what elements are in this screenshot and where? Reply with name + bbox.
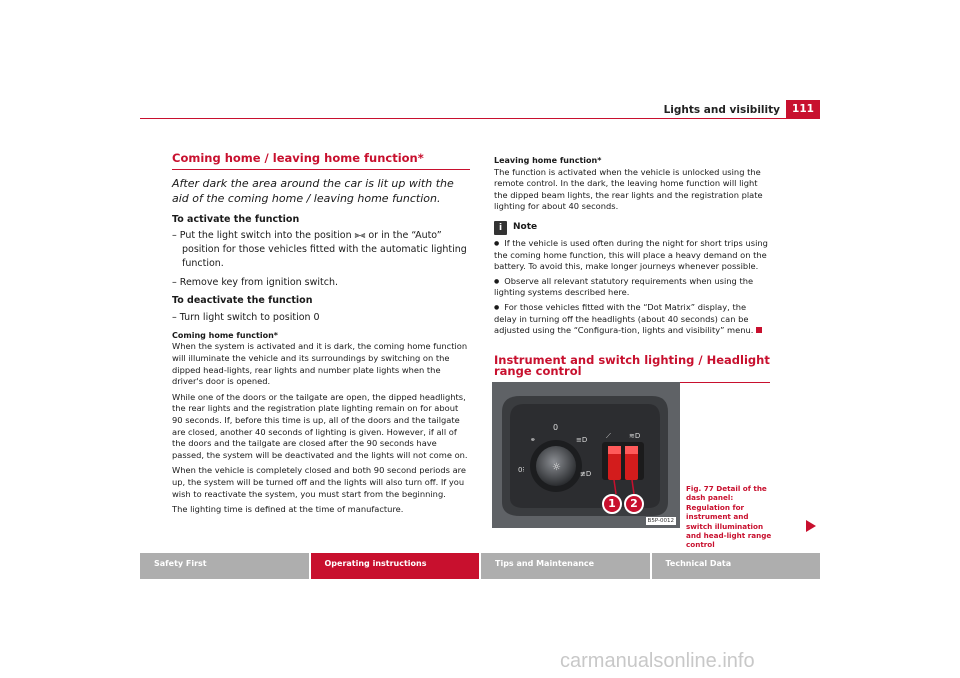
figure-caption: Fig. 77 Detail of the dash panel: Regulation for instrument and switch illumination and head-light range control — [686, 484, 772, 550]
callout-2: 2 — [624, 494, 644, 514]
left-column — [172, 153, 470, 520]
figure-code: B5P-0012 — [647, 518, 674, 524]
tab-technical-data[interactable]: Technical Data — [652, 553, 821, 579]
paragraph: When the system is activated and it is dark, the coming home function will illuminate the vehicle and its surroundings by switching on the dipped head-lights, rear lights and number plate lights when the driver's door is opened. — [172, 341, 468, 387]
note-item: ● Observe all relevant statutory requirements when using the lighting systems described here. — [494, 276, 770, 299]
section-heading: Coming home / leaving home function* — [172, 153, 470, 170]
leaving-home-title: Leaving home function* — [494, 156, 602, 165]
intro-text: After dark the area around the car is lit up with the aid of the coming home / leaving home function. — [172, 176, 454, 205]
tab-tips-and-maintenance[interactable]: Tips and Maintenance — [481, 553, 650, 579]
end-mark-icon — [756, 327, 762, 333]
paragraph: While one of the doors or the tailgate are open, the dipped headlights, the rear lights and the registration plate lighting remain on for about 90 seconds. If, before this time is up, all of the doors and the tailgate are closed, another 40 seconds of lighting is given. However, if all of the doors and the tailgate are closed after the 90 seconds have passed, the system will be deactivated and the lights will not come on. — [172, 391, 468, 460]
callout-1: 1 — [602, 494, 622, 514]
activate-title: To activate the function — [172, 213, 300, 225]
note-item: ● For those vehicles fitted with the “Dot Matrix” display, the delay in turning off the headlights (about 40 seconds) can be adjusted using the “Configura-tion, lights and visibility” menu. — [494, 302, 770, 337]
paragraph: The lighting time is defined at the time of manufacture. — [172, 504, 404, 515]
right-column — [494, 155, 770, 389]
footer-nav — [140, 553, 820, 579]
svg-text:≢D: ≢D — [580, 470, 592, 478]
section-heading-2: Instrument and switch lighting / Headlight range control — [494, 355, 770, 383]
dash-panel-illustration — [492, 382, 680, 528]
svg-text:0: 0 — [553, 423, 559, 432]
section-title: Lights and visibility — [663, 104, 780, 116]
svg-text:≋D: ≋D — [629, 432, 641, 440]
deactivate-step-1: – Turn light switch to position 0 — [172, 311, 320, 323]
note-icon: i — [494, 221, 507, 235]
activate-step-1: – Put the light switch into the position ⫸⫷ or in the “Auto” position for those vehicles fitted with the automatic lighting function. — [172, 230, 467, 270]
deactivate-title: To deactivate the function — [172, 295, 313, 307]
activate-step-2: – Remove key from ignition switch. — [172, 277, 339, 289]
svg-text:⚭: ⚭ — [530, 436, 536, 444]
dash-panel-figure — [492, 382, 680, 528]
next-page-arrow-icon[interactable] — [806, 520, 816, 532]
svg-text:⟋: ⟋ — [606, 432, 611, 440]
paragraph: When the vehicle is completely closed and both 90 second periods are up, the system will be turned off and the lights will also turn off. If you wish to reactivate the system, you must start from the beginning. — [172, 465, 467, 499]
header-rule — [140, 118, 820, 119]
svg-text:☼: ☼ — [552, 462, 561, 473]
page-number: 111 — [786, 100, 820, 118]
coming-home-title: Coming home function* — [172, 330, 278, 340]
watermark: carmanualsonline.info — [560, 650, 755, 672]
note-label: Note — [513, 222, 538, 233]
note-item: ● If the vehicle is used often during the night for short trips using the coming home function, this will place a heavy demand on the battery. To avoid this, make longer journeys whenever possible. — [494, 238, 770, 273]
paragraph: The function is activated when the vehicle is unlocked using the remote control. In the dark, the leaving home function will light the dipped beam lights, the rear lights and the registration plate lighting for about 40 seconds. — [494, 166, 763, 212]
svg-text:0⁝: 0⁝ — [518, 466, 525, 474]
note-header — [494, 221, 770, 235]
svg-text:≡D: ≡D — [576, 436, 588, 444]
tab-safety-first[interactable]: Safety First — [140, 553, 309, 579]
tab-operating-instructions[interactable]: Operating instructions — [311, 553, 480, 579]
